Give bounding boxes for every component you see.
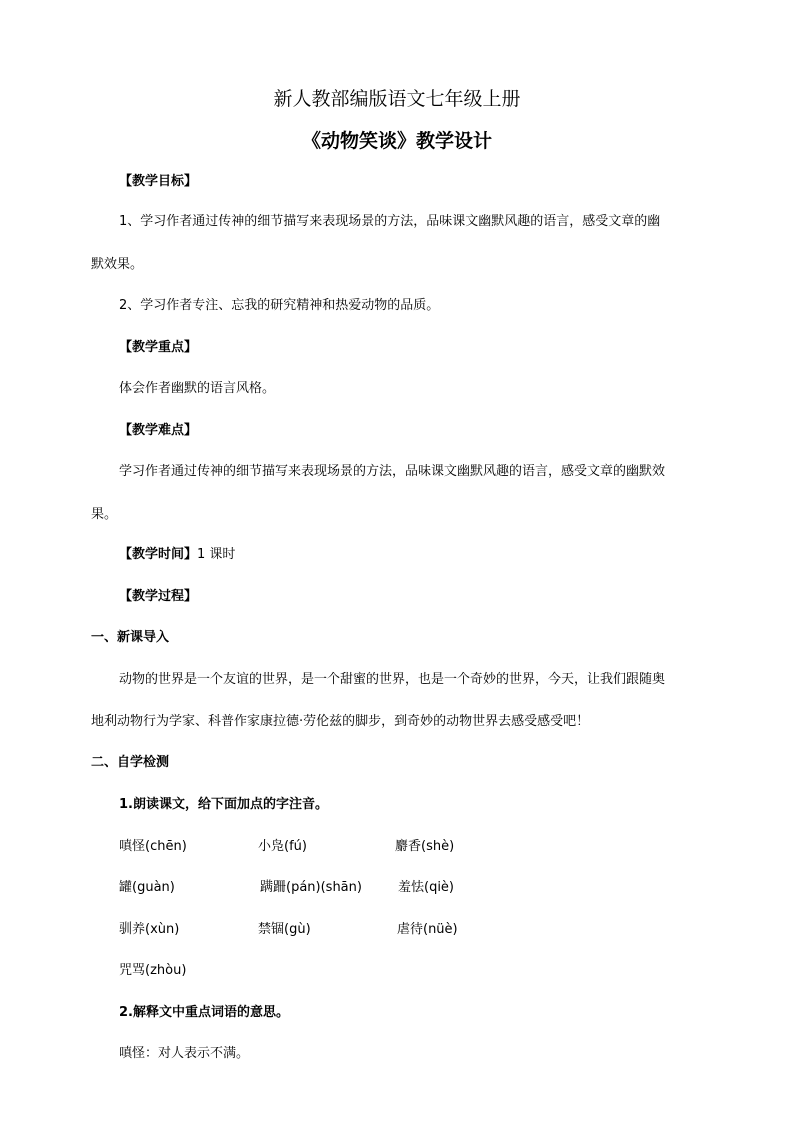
pinyin-item: 禁锢(gù) — [258, 922, 311, 937]
pinyin-item: 嗔怪(chēn) — [119, 839, 187, 854]
intro-line1: 动物的世界是一个友谊的世界，是一个甜蜜的世界，也是一个奇妙的世界，今天，让我们跟随奥 — [119, 672, 666, 687]
difficulty-line1: 学习作者通过传神的细节描写来表现场景的方法，品味课文幽默风趣的语言，感受文章的幽默效 — [119, 464, 666, 479]
pinyin-item: 蹒跚(pán)(shān) — [260, 880, 362, 895]
definition-1: 嗔怪：对人表示不满。 — [119, 1046, 250, 1061]
difficulty-heading: 【教学难点】 — [119, 423, 198, 438]
pinyin-item: 驯养(xùn) — [119, 922, 180, 937]
process-heading: 【教学过程】 — [119, 589, 198, 604]
difficulty-line2: 果。 — [91, 507, 118, 522]
time-value: 1 课时 — [197, 547, 236, 562]
pinyin-item: 麝香(shè) — [395, 839, 455, 854]
pinyin-item: 罐(guàn) — [119, 880, 175, 895]
time-line — [119, 545, 235, 565]
pinyin-item: 虐待(nüè) — [397, 922, 458, 937]
section2-heading: 二、自学检测 — [91, 755, 170, 770]
time-heading: 【教学时间】 — [119, 547, 198, 562]
objective-2: 2、学习作者专注、忘我的研究精神和热爱动物的品质。 — [119, 298, 440, 313]
task1-heading: 1.朗读课文，给下面加点的字注音。 — [119, 797, 328, 812]
lesson-title: 《动物笑谈》教学设计 — [301, 130, 492, 152]
task2-heading: 2.解释文中重点词语的意思。 — [119, 1005, 289, 1020]
document-title: 新人教部编版语文七年级上册 — [273, 88, 521, 110]
section1-heading: 一、新课导入 — [91, 630, 170, 645]
objective-1-line2: 默效果。 — [91, 257, 144, 272]
pinyin-item: 羞怯(qiè) — [398, 880, 455, 895]
pinyin-item: 小凫(fú) — [258, 839, 307, 854]
focus-heading: 【教学重点】 — [119, 340, 198, 355]
intro-line2: 地利动物行为学家、科普作家康拉德·劳伦兹的脚步，到奇妙的动物世界去感受感受吧！ — [91, 714, 590, 729]
focus-text: 体会作者幽默的语言风格。 — [119, 381, 276, 396]
objective-1-line1: 1、学习作者通过传神的细节描写来表现场景的方法，品味课文幽默风趣的语言，感受文章的幽 — [119, 214, 661, 229]
pinyin-item: 咒骂(zhòu) — [119, 963, 187, 978]
objectives-heading: 【教学目标】 — [119, 174, 198, 189]
